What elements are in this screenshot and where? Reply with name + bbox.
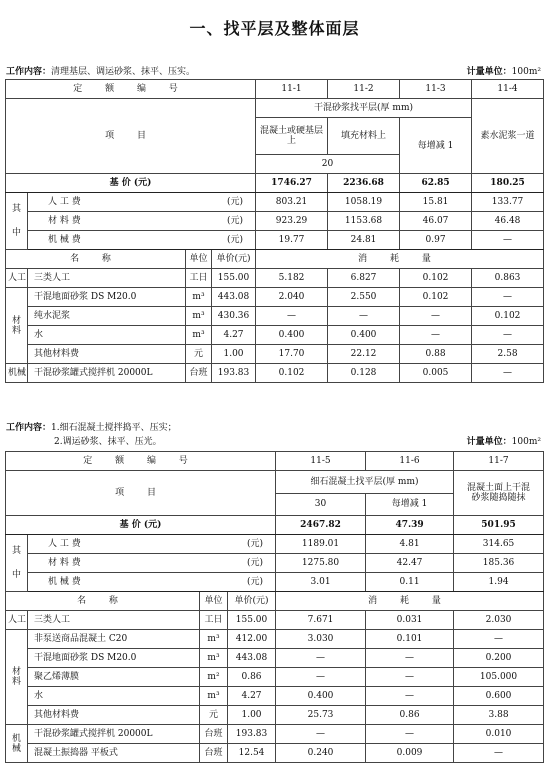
base-price-value: 47.39 xyxy=(366,516,454,535)
col-header-price: 单价(元) xyxy=(228,592,276,611)
row-unit: m³ xyxy=(186,288,212,307)
row-value: 0.200 xyxy=(454,649,544,668)
row-unit: m³ xyxy=(186,326,212,345)
fee-value: 0.97 xyxy=(400,231,472,250)
row-name: 非泵送商品混凝土 C20 xyxy=(28,630,200,649)
row-unit: m³ xyxy=(200,687,228,706)
row-value: 0.005 xyxy=(400,364,472,383)
fee-name: 机 械 费 xyxy=(48,577,81,587)
sub-col-header: 混凝土或硬基层上 xyxy=(256,118,328,155)
code-label: 定 额 编 号 xyxy=(6,80,256,99)
work-content-label: 工作内容： xyxy=(6,67,52,77)
breakdown-row xyxy=(6,193,544,212)
fee-name: 人 工 费 xyxy=(48,197,81,207)
fee-unit: (元) xyxy=(227,197,244,207)
thickness-cell: 20 xyxy=(256,155,400,174)
row-value: — xyxy=(366,725,454,744)
row-price: 443.08 xyxy=(228,649,276,668)
sub-col-header: 混凝土面上干混砂浆随捣随抹 xyxy=(454,471,544,516)
item-label: 项 目 xyxy=(6,471,276,516)
side-char: 其 xyxy=(11,204,21,214)
row-value: 2.550 xyxy=(328,288,400,307)
fee-unit: (元) xyxy=(227,216,244,226)
fee-unit: (元) xyxy=(247,577,264,587)
row-value: 0.102 xyxy=(472,307,544,326)
row-price: 155.00 xyxy=(212,269,256,288)
item-label: 项 目 xyxy=(6,99,256,174)
row-name: 干混地面砂浆 DS M20.0 xyxy=(28,288,186,307)
row-value: — xyxy=(276,668,366,687)
row-value: 2.040 xyxy=(256,288,328,307)
row-name: 三类人工 xyxy=(28,269,186,288)
row-unit: 元 xyxy=(186,345,212,364)
row-value: 0.88 xyxy=(400,345,472,364)
sub-col-header: 30 xyxy=(276,493,366,516)
row-name: 三类人工 xyxy=(28,611,200,630)
row-value: 0.400 xyxy=(276,687,366,706)
fee-value: 314.65 xyxy=(454,535,544,554)
row-name: 水 xyxy=(28,326,186,345)
table-row xyxy=(6,307,544,326)
col-header-consumption: 消 耗 量 xyxy=(256,250,544,269)
base-price-value: 1746.27 xyxy=(256,174,328,193)
row-value: — xyxy=(366,668,454,687)
row-value: 0.600 xyxy=(454,687,544,706)
row-price: 12.54 xyxy=(228,744,276,763)
section2-meta xyxy=(6,420,541,433)
group-label: 人工 xyxy=(6,269,28,288)
header-row xyxy=(6,471,544,494)
unit-value: 100m² xyxy=(511,437,541,447)
group-title: 细石混凝土找平层(厚 mm) xyxy=(276,471,454,494)
base-price-label: 基 价 (元) xyxy=(6,516,276,535)
col-header-consumption: 消 耗 量 xyxy=(276,592,544,611)
code-row xyxy=(6,80,544,99)
work-content-label: 工作内容： xyxy=(6,423,52,433)
fee-name: 材 料 费 xyxy=(48,558,81,568)
code-cell: 11-7 xyxy=(454,452,544,471)
side-char: 中 xyxy=(11,228,21,238)
row-value: 105.000 xyxy=(454,668,544,687)
fee-value: 185.36 xyxy=(454,554,544,573)
row-value: — xyxy=(328,307,400,326)
fee-name: 人 工 费 xyxy=(48,539,81,549)
row-name: 聚乙烯薄膜 xyxy=(28,668,200,687)
fee-unit: (元) xyxy=(247,558,264,568)
unit-of-measure xyxy=(467,64,541,77)
row-value: 25.73 xyxy=(276,706,366,725)
code-cell: 11-4 xyxy=(472,80,544,99)
row-price: 193.83 xyxy=(212,364,256,383)
row-name: 水 xyxy=(28,687,200,706)
group-label: 材料 xyxy=(6,630,28,725)
row-value: 2.58 xyxy=(472,345,544,364)
row-value: 2.030 xyxy=(454,611,544,630)
fee-name: 材 料 费 xyxy=(48,216,81,226)
consume-header-row xyxy=(6,250,544,269)
row-name: 混凝土振捣器 平板式 xyxy=(28,744,200,763)
row-value: — xyxy=(472,364,544,383)
row-price: 412.00 xyxy=(228,630,276,649)
side-char: 中 xyxy=(11,570,21,580)
quota-table-2 xyxy=(5,451,544,763)
table-row xyxy=(6,649,544,668)
row-price: 430.36 xyxy=(212,307,256,326)
fee-value: 803.21 xyxy=(256,193,328,212)
row-value: 0.102 xyxy=(256,364,328,383)
table-row xyxy=(6,630,544,649)
row-unit: m³ xyxy=(186,307,212,326)
group-title: 干混砂浆找平层(厚 mm) xyxy=(256,99,472,118)
row-value: 6.827 xyxy=(328,269,400,288)
row-value: — xyxy=(366,687,454,706)
fee-value: 46.07 xyxy=(400,212,472,231)
row-value: 0.102 xyxy=(400,288,472,307)
base-price-value: 501.95 xyxy=(454,516,544,535)
row-value: — xyxy=(472,326,544,345)
fee-value: 46.48 xyxy=(472,212,544,231)
fee-value: 3.01 xyxy=(276,573,366,592)
work-content-text: 清理基层、调运砂浆、抹平、压实。 xyxy=(51,67,196,77)
breakdown-row xyxy=(6,554,544,573)
row-price: 1.00 xyxy=(212,345,256,364)
fee-value: 19.77 xyxy=(256,231,328,250)
row-value: — xyxy=(366,649,454,668)
quota-table-1 xyxy=(5,79,544,383)
row-price: 0.86 xyxy=(228,668,276,687)
table-row xyxy=(6,326,544,345)
row-name: 干混砂浆罐式搅拌机 20000L xyxy=(28,364,186,383)
row-value: 3.88 xyxy=(454,706,544,725)
row-value: 7.671 xyxy=(276,611,366,630)
unit-value: 100m² xyxy=(511,67,541,77)
consume-header-row xyxy=(6,592,544,611)
fee-value: 1153.68 xyxy=(328,212,400,231)
fee-value: 1058.19 xyxy=(328,193,400,212)
base-price-row xyxy=(6,174,544,193)
row-unit: 工日 xyxy=(186,269,212,288)
row-value: — xyxy=(454,744,544,763)
fee-value: 1189.01 xyxy=(276,535,366,554)
fee-value: 133.77 xyxy=(472,193,544,212)
row-price: 155.00 xyxy=(228,611,276,630)
col-header-name: 名 称 xyxy=(6,250,186,269)
group-label: 材料 xyxy=(6,288,28,364)
side-char: 其 xyxy=(11,546,21,556)
col-header-name: 名 称 xyxy=(6,592,200,611)
row-value: 22.12 xyxy=(328,345,400,364)
breakdown-row xyxy=(6,535,544,554)
row-value: 3.030 xyxy=(276,630,366,649)
breakdown-side-label xyxy=(6,535,28,592)
row-value: 0.031 xyxy=(366,611,454,630)
row-value: 0.010 xyxy=(454,725,544,744)
table-row xyxy=(6,725,544,744)
group-label: 机械 xyxy=(6,725,28,763)
fee-value: 923.29 xyxy=(256,212,328,231)
table-row xyxy=(6,345,544,364)
group-label: 机械 xyxy=(6,364,28,383)
row-value: — xyxy=(400,326,472,345)
breakdown-side-label xyxy=(6,193,28,250)
code-label: 定 额 编 号 xyxy=(6,452,276,471)
unit-label: 计量单位： xyxy=(466,437,512,447)
row-value: 0.863 xyxy=(472,269,544,288)
fee-value: 24.81 xyxy=(328,231,400,250)
header-row xyxy=(6,99,544,118)
base-price-value: 62.85 xyxy=(400,174,472,193)
row-unit: 元 xyxy=(200,706,228,725)
row-value: — xyxy=(276,725,366,744)
row-value: — xyxy=(472,288,544,307)
work-content-text: 1.细石混凝土搅拌捣平、压实； xyxy=(51,423,177,433)
code-cell: 11-2 xyxy=(328,80,400,99)
col-header-unit: 单位 xyxy=(186,250,212,269)
fee-value: 42.47 xyxy=(366,554,454,573)
row-unit: 台班 xyxy=(200,744,228,763)
row-value: — xyxy=(400,307,472,326)
table-row xyxy=(6,687,544,706)
sub-col-header: 填充材料上 xyxy=(328,118,400,155)
code-cell: 11-6 xyxy=(366,452,454,471)
table-row xyxy=(6,668,544,687)
row-value: 0.128 xyxy=(328,364,400,383)
row-unit: m³ xyxy=(200,630,228,649)
base-price-value: 180.25 xyxy=(472,174,544,193)
page-title: 一、找平层及整体面层 xyxy=(189,19,360,38)
table-row xyxy=(6,288,544,307)
row-value: — xyxy=(454,630,544,649)
unit-label: 计量单位： xyxy=(466,67,512,77)
fee-name: 机 械 费 xyxy=(48,235,81,245)
fee-value: 1275.80 xyxy=(276,554,366,573)
row-name: 其他材料费 xyxy=(28,345,186,364)
fee-value: 15.81 xyxy=(400,193,472,212)
base-price-row xyxy=(6,516,544,535)
breakdown-row xyxy=(6,573,544,592)
row-price: 443.08 xyxy=(212,288,256,307)
unit-of-measure xyxy=(467,434,541,447)
code-row xyxy=(6,452,544,471)
fee-value: 4.81 xyxy=(366,535,454,554)
table-row xyxy=(6,744,544,763)
col-header-unit: 单位 xyxy=(200,592,228,611)
row-unit: 台班 xyxy=(200,725,228,744)
fee-unit: (元) xyxy=(247,539,264,549)
code-cell: 11-1 xyxy=(256,80,328,99)
table-row xyxy=(6,269,544,288)
row-value: 0.86 xyxy=(366,706,454,725)
table-row xyxy=(6,364,544,383)
row-value: — xyxy=(276,649,366,668)
col-header-price: 单价(元) xyxy=(212,250,256,269)
row-name: 纯水泥浆 xyxy=(28,307,186,326)
sub-col-header: 素水泥浆一道 xyxy=(472,99,544,174)
row-value: 5.182 xyxy=(256,269,328,288)
work-content-text: 2.调运砂浆、抹平、压光。 xyxy=(54,437,162,447)
row-price: 1.00 xyxy=(228,706,276,725)
row-value: 0.400 xyxy=(256,326,328,345)
row-value: — xyxy=(256,307,328,326)
sub-col-header: 每增减 1 xyxy=(400,118,472,174)
table-row xyxy=(6,706,544,725)
sub-col-header: 每增减 1 xyxy=(366,493,454,516)
code-cell: 11-3 xyxy=(400,80,472,99)
section1-meta xyxy=(6,64,541,77)
row-value: 0.240 xyxy=(276,744,366,763)
row-unit: 台班 xyxy=(186,364,212,383)
table-row xyxy=(6,611,544,630)
row-unit: m³ xyxy=(200,649,228,668)
breakdown-row xyxy=(6,212,544,231)
row-price: 4.27 xyxy=(228,687,276,706)
row-unit: 工日 xyxy=(200,611,228,630)
row-name: 干混砂浆罐式搅拌机 20000L xyxy=(28,725,200,744)
base-price-value: 2467.82 xyxy=(276,516,366,535)
code-cell: 11-5 xyxy=(276,452,366,471)
base-price-value: 2236.68 xyxy=(328,174,400,193)
section2-meta-line2 xyxy=(6,434,541,447)
group-label: 人工 xyxy=(6,611,28,630)
row-value: 0.101 xyxy=(366,630,454,649)
row-value: 0.009 xyxy=(366,744,454,763)
fee-value: — xyxy=(472,231,544,250)
fee-value: 1.94 xyxy=(454,573,544,592)
row-price: 4.27 xyxy=(212,326,256,345)
base-price-label: 基 价 (元) xyxy=(6,174,256,193)
row-value: 0.102 xyxy=(400,269,472,288)
row-name: 其他材料费 xyxy=(28,706,200,725)
row-value: 0.400 xyxy=(328,326,400,345)
row-price: 193.83 xyxy=(228,725,276,744)
row-value: 17.70 xyxy=(256,345,328,364)
breakdown-row xyxy=(6,231,544,250)
fee-value: 0.11 xyxy=(366,573,454,592)
row-unit: m² xyxy=(200,668,228,687)
fee-unit: (元) xyxy=(227,235,244,245)
row-name: 干混地面砂浆 DS M20.0 xyxy=(28,649,200,668)
